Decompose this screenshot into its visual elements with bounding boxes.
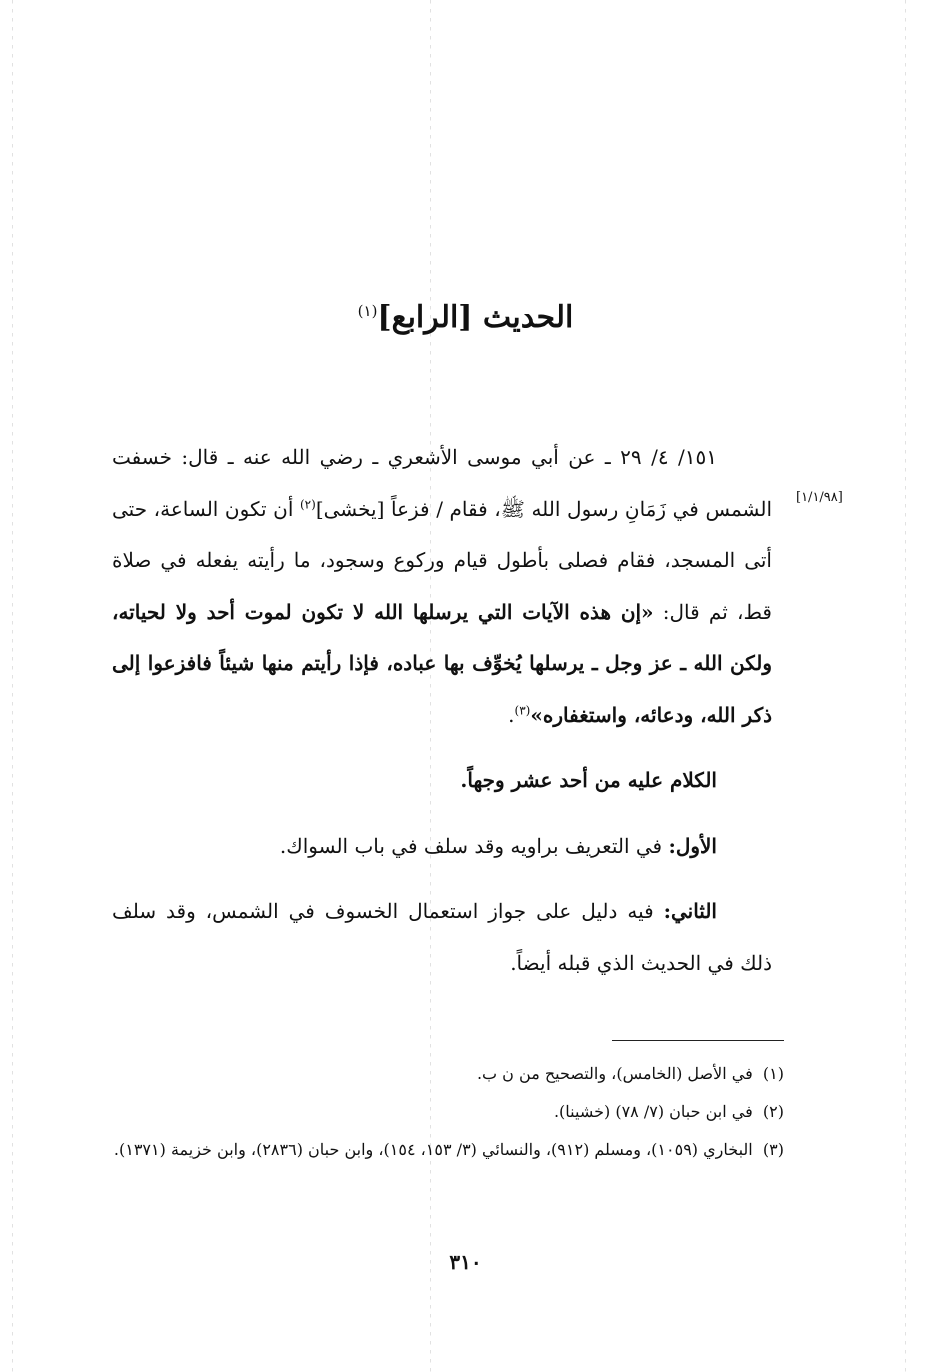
second-text: فيه دليل على جواز استعمال الخسوف في الشمس، وقد سلف ذلك في الحديث الذي قبله أيضاً. [112, 899, 772, 975]
hadith-end: . [508, 702, 515, 727]
page-number: ٣١٠ [449, 1250, 482, 1274]
footnote-number: (١) [762, 1064, 784, 1083]
commentary-first [112, 821, 772, 873]
footnote-text: البخاري (١٠٥٩)، ومسلم (٩١٢)، والنسائي (٣/ ١٥٣، ١٥٤)، وابن حبان (٢٨٣٦)، وابن خزيمة (١٣٧١). [113, 1140, 753, 1159]
hadith-quote: «إن هذه الآيات التي يرسلها الله لا تكون لموت أحد ولا لحياته، ولكن الله ـ عز وجل ـ يرسلها يُخوِّف بها عباده، فإذا رأيتم منها شيئاً فافزعوا إلى ذكر الله، ودعائه، واستغفاره» [112, 599, 772, 727]
footnote-text: في ابن حبان (٧/ ٧٨) (خشينا). [553, 1102, 753, 1121]
footnote-1 [112, 1055, 784, 1093]
footnote-divider [612, 1040, 784, 1041]
scan-artifact-right [905, 0, 906, 1372]
hadith-intro: ١٥١/ ٤/ ٢٩ ـ عن أبي موسى الأشعري ـ رضي الله عنه ـ قال: خسفت الشمس في زَمَانِ رسول الله ﷺ، فقام / فزعاً [يخشى] [112, 445, 772, 521]
commentary-intro [112, 755, 772, 807]
hadith-narration: أن تكون الساعة، حتى أتى المسجد، فقام فصلى بأطول قيام وركوع وسجود، ما رأيته يفعله في صلاة قط، ثم قال: [112, 496, 772, 624]
footnote-marker-2: (٢) [299, 496, 316, 511]
hadith-paragraph [112, 432, 772, 741]
commentary-intro-text: الكلام عليه من أحد عشر وجهاً. [460, 768, 717, 792]
footnote-3 [112, 1131, 784, 1169]
first-text: في التعريف براويه وقد سلف في باب السواك. [279, 833, 669, 858]
footnote-number: (٣) [762, 1140, 784, 1159]
second-label: الثاني: [663, 899, 717, 923]
footnote-marker-3: (٣) [514, 702, 531, 717]
footnote-number: (٢) [762, 1102, 784, 1121]
page-title [0, 300, 931, 335]
footnote-2 [112, 1093, 784, 1131]
margin-reference: [١/١/٩٨] [796, 490, 843, 505]
main-text [112, 432, 772, 989]
title-footnote-marker: (١) [357, 302, 378, 320]
title-text: الحديث [الرابع] [377, 300, 574, 335]
footnote-text: في الأصل (الخامس)، والتصحيح من ن ب. [476, 1064, 753, 1083]
scan-artifact-left [12, 0, 13, 1372]
footnotes [112, 1055, 784, 1169]
commentary-second [112, 886, 772, 989]
first-label: الأول: [668, 833, 717, 858]
